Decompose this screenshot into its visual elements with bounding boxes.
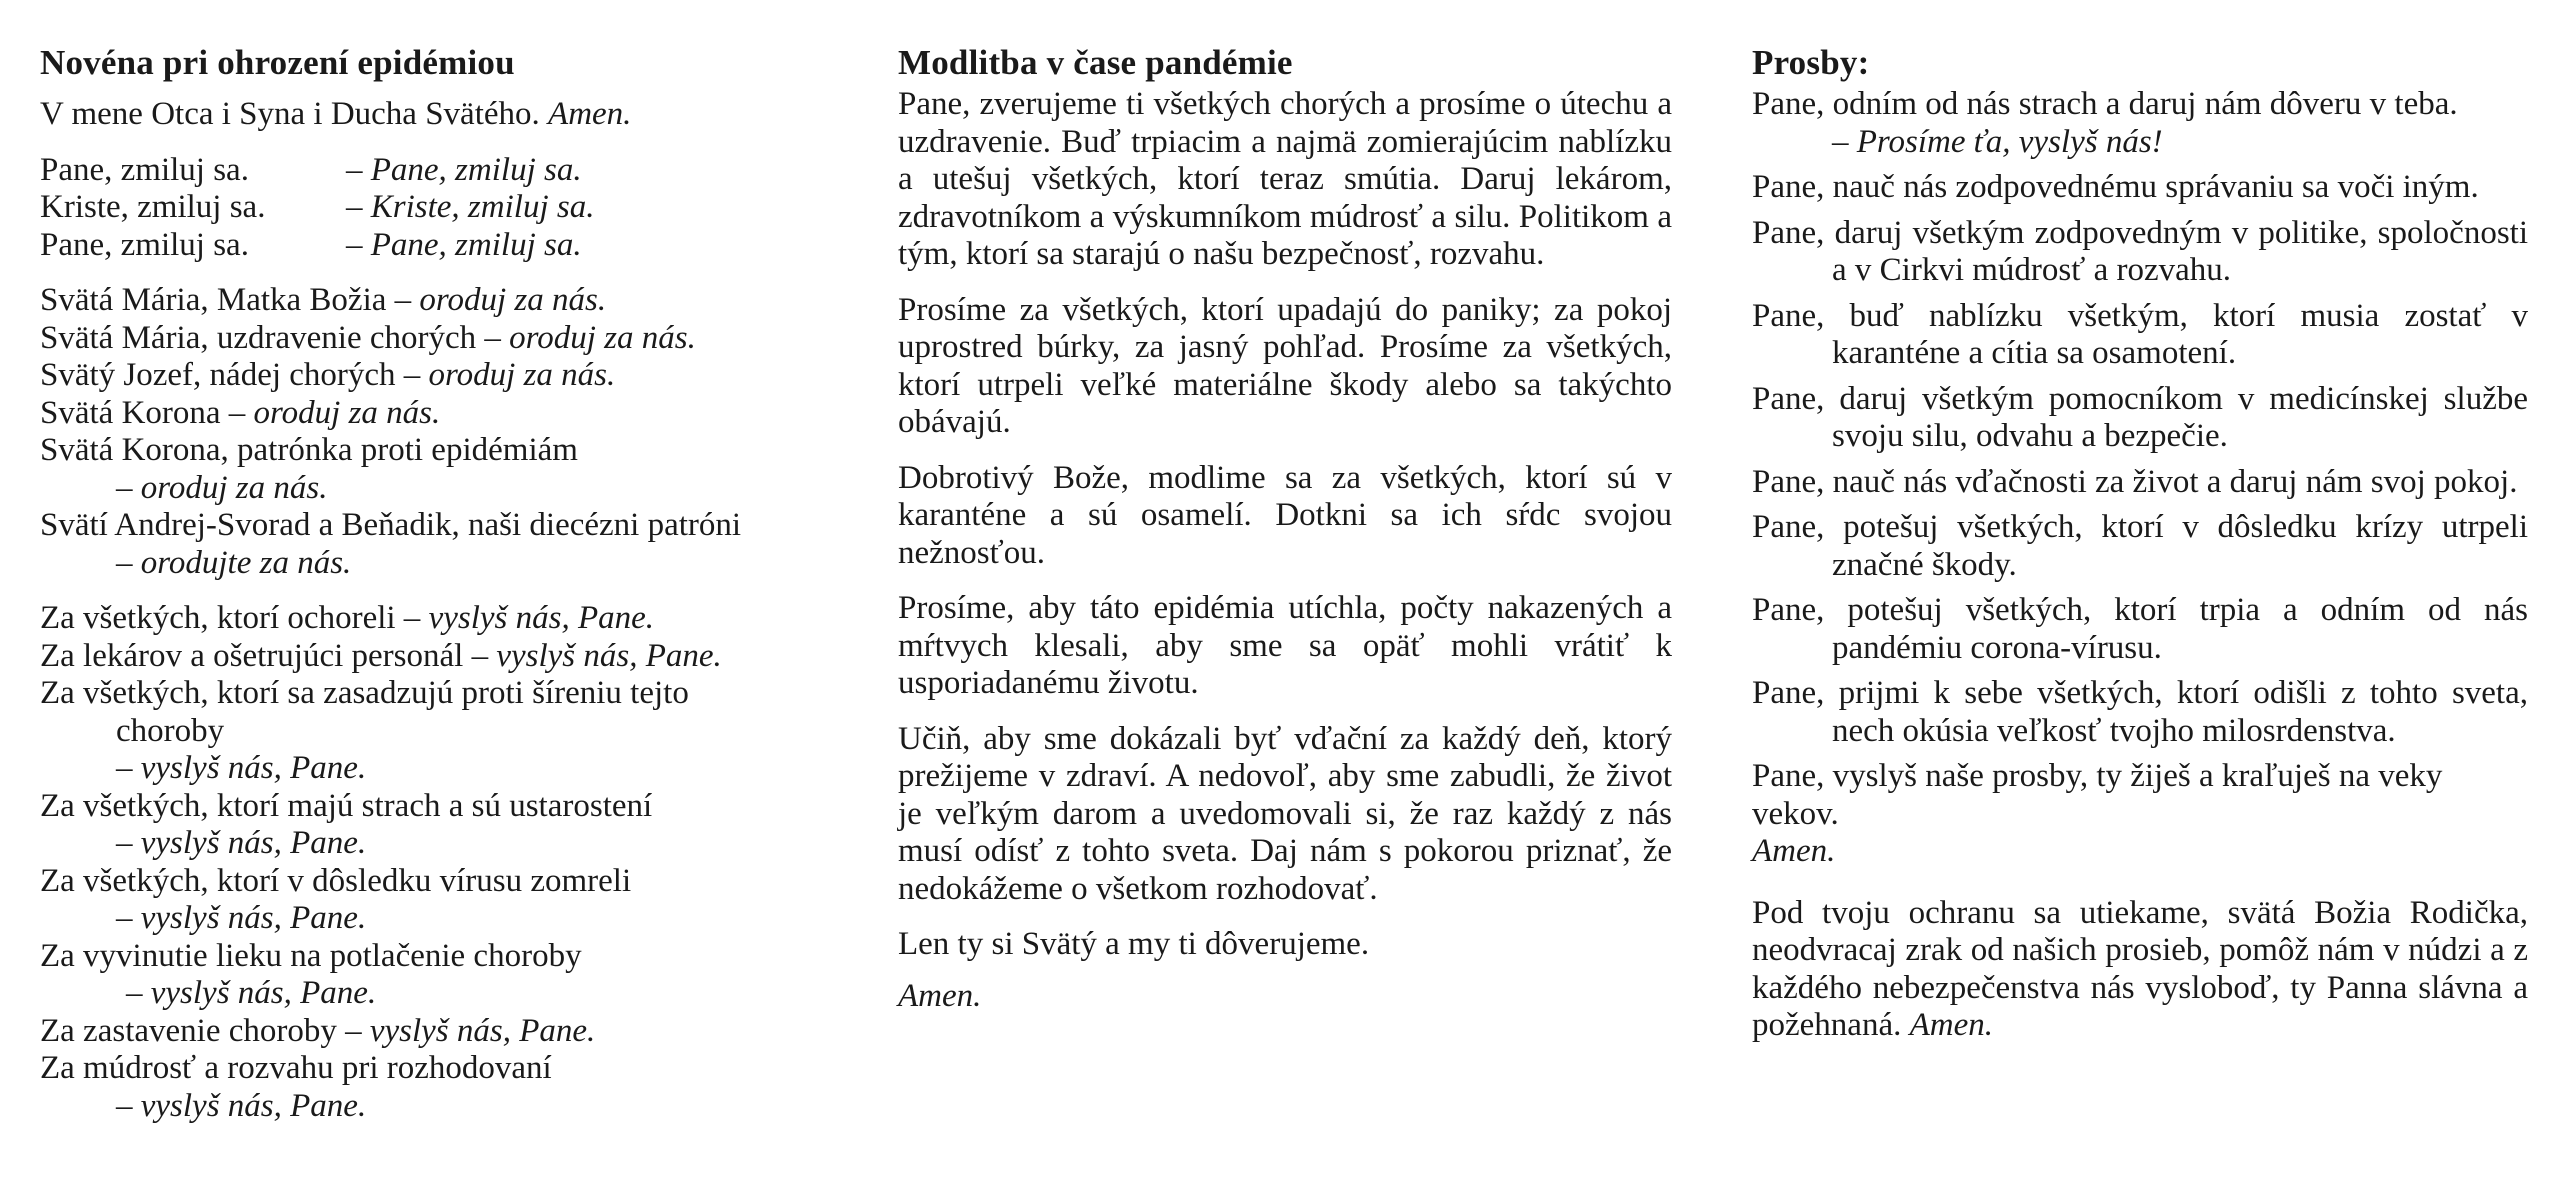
litany-text: Svätá Mária, uzdravenie chorých – bbox=[40, 319, 510, 356]
kyrie-call: Pane, zmiluj sa. bbox=[40, 226, 249, 263]
kyrie-row bbox=[40, 227, 845, 265]
kyrie-row bbox=[40, 152, 845, 190]
litany-line bbox=[40, 357, 845, 395]
litany-response: – vyslyš nás, Pane. bbox=[116, 1087, 367, 1124]
litany-response: vyslyš nás, Pane. bbox=[428, 600, 655, 636]
litany-text: Za všetkých, ktorí v dôsledku vírusu zomreli bbox=[40, 862, 632, 899]
litany-text: Za lekárov a ošetrujúci personál – bbox=[40, 637, 497, 674]
invocation-amen: Amen. bbox=[548, 96, 632, 132]
prayer-amen: Amen. bbox=[898, 977, 982, 1014]
prayer-paragraph: Prosíme za všetkých, ktorí upadajú do paniky; za pokoj uprostred búrky, za jasný pohľad. Prosíme za všetkých, ktorí utrpeli veľké materiálne škody alebo sa takýchto obávajú. bbox=[898, 291, 1672, 440]
litany-response: oroduj za nás. bbox=[253, 394, 441, 431]
petition: Pane, prijmi k sebe všetkých, ktorí odišli z tohto sveta, nech okúsia veľkosť tvojho milosrdenstva. bbox=[1752, 675, 2528, 749]
petition: Pane, nauč nás vďačnosti za život a daruj nám svoj pokoj. bbox=[1752, 463, 2518, 500]
kyrie-call: Pane, zmiluj sa. bbox=[40, 151, 249, 188]
sub-tuum-amen: Amen. bbox=[1909, 1007, 1993, 1043]
kyrie-block bbox=[40, 152, 845, 265]
saints-litany bbox=[40, 282, 845, 582]
prayer-title: Modlitba v čase pandémie bbox=[898, 43, 1293, 82]
litany-response: vyslyš nás, Pane. bbox=[369, 1012, 596, 1049]
petition: Pane, buď nablízku všetkým, ktorí musia zostať v karanténe a cítia sa osamotení. bbox=[1752, 297, 2528, 371]
petition: Pane, daruj všetkým zodpovedným v politike, spoločnosti a v Cirkvi múdrosť a rozvahu. bbox=[1752, 214, 2528, 288]
petitions-amen: Amen. bbox=[1752, 833, 1836, 869]
invocation bbox=[40, 96, 845, 134]
kyrie-response: – Pane, zmiluj sa. bbox=[346, 226, 582, 263]
petition: Pane, odním od nás strach a daruj nám dôveru v teba. bbox=[1752, 86, 2458, 122]
kyrie-response: – Pane, zmiluj sa. bbox=[346, 151, 582, 188]
petition: Pane, potešuj všetkých, ktorí v dôsledku krízy utrpeli značné škody. bbox=[1752, 509, 2528, 583]
litany-text: Za všetkých, ktorí sa zasadzujú proti šíreniu tejto bbox=[40, 675, 689, 711]
litany-text: Svätá Mária, Matka Božia – bbox=[40, 282, 420, 318]
petition-response: – Prosíme ťa, vyslyš nás! bbox=[1832, 123, 2163, 160]
litany-text: Za zastavenie choroby – bbox=[40, 1012, 370, 1049]
litany-response: – vyslyš nás, Pane. bbox=[126, 975, 377, 1011]
prayer-paragraph: Prosíme, aby táto epidémia utíchla, počty nakazených a mŕtvych klesali, aby sme sa opäť mohli vrátiť k usporiadanému životu. bbox=[898, 590, 1672, 701]
novena-title: Novéna pri ohrození epidémiou bbox=[40, 43, 515, 82]
petition: Pane, daruj všetkým pomocníkom v medicínskej službe svoju silu, odvahu a bezpečie. bbox=[1752, 380, 2528, 454]
litany-text: Svätý Jozef, nádej chorých – bbox=[40, 357, 429, 393]
litany-text: Za vyvinutie lieku na potlačenie choroby bbox=[40, 937, 582, 974]
litany-response: oroduj za nás. bbox=[419, 282, 607, 318]
petition: Pane, nauč nás zodpovednému správaniu sa voči iným. bbox=[1752, 169, 2479, 205]
litany-line bbox=[40, 638, 845, 676]
litany-text: Za všetkých, ktorí ochoreli – bbox=[40, 600, 429, 636]
kyrie-call: Kriste, zmiluj sa. bbox=[40, 189, 266, 225]
litany-line bbox=[40, 1013, 845, 1051]
sub-tuum-text: Pod tvoju ochranu sa utiekame, svätá Božia Rodička, neodvracaj zrak od našich prosieb, pomôž nám v núdzi a z každého nebezpečenstva nás vysloboď, ty Panna slávna a požehnaná. bbox=[1752, 894, 2528, 1043]
kyrie-row bbox=[40, 189, 845, 227]
invocation-text: V mene Otca i Syna i Ducha Svätého. bbox=[40, 96, 540, 132]
litany-text: Svätá Korona – bbox=[40, 394, 254, 431]
prayer-paragraph: Len ty si Svätý a my ti dôverujeme. bbox=[898, 926, 1370, 962]
sub-tuum-prayer bbox=[1752, 895, 2528, 1045]
litany-line bbox=[40, 320, 845, 358]
litany-line bbox=[40, 395, 845, 433]
petitions-title: Prosby: bbox=[1752, 43, 1870, 82]
litany-response: – orodujte za nás. bbox=[116, 544, 352, 581]
prayer-paragraph: Učiň, aby sme dokázali byť vďační za každý deň, ktorý prežijeme v zdraví. A nedovoľ, aby sme zabudli, že život je veľkým darom a uvedomovali si, že raz každý z nás musí odísť z tohto sveta. Daj nám s pokorou priznať, že nedokážeme o všetkom rozhodovať. bbox=[898, 720, 1672, 907]
litany-response: – oroduj za nás. bbox=[116, 469, 328, 506]
intercessions bbox=[40, 600, 845, 1125]
petition: Pane, potešuj všetkých, ktorí trpia a odním od nás pandémiu corona-vírusu. bbox=[1752, 592, 2528, 666]
litany-text: Svätá Korona, patrónka proti epidémiám bbox=[40, 432, 578, 468]
column-petitions bbox=[1752, 0, 2528, 1045]
litany-text: Svätí Andrej-Svorad a Beňadik, naši diecézni patróni bbox=[40, 507, 742, 543]
litany-response: vyslyš nás, Pane. bbox=[496, 637, 722, 674]
prayer-paragraph: Pane, zverujeme ti všetkých chorých a prosíme o útechu a uzdravenie. Buď trpiacim a najmä zomierajúcim nablízku a utešuj všetkých, ktorí teraz smútia. Daruj lekárom, zdravotníkom a výskumníkom múdrosť a silu. Politikom a tým, ktorí sa starajú o našu bezpečnosť, rozvahu. bbox=[898, 86, 1672, 272]
litany-line bbox=[40, 282, 845, 320]
prayer-paragraph: Dobrotivý Bože, modlime sa za všetkých, ktorí sú v karanténe a sú osamelí. Dotkni sa ich sŕdc svojou nežnosťou. bbox=[898, 459, 1672, 571]
litany-text: Za múdrosť a rozvahu pri rozhodovaní bbox=[40, 1050, 552, 1086]
litany-response: – vyslyš nás, Pane. bbox=[116, 750, 367, 786]
column-novena bbox=[40, 0, 845, 1125]
litany-response: oroduj za nás. bbox=[509, 319, 696, 356]
column-prayer bbox=[898, 0, 1672, 1015]
litany-line bbox=[40, 600, 845, 638]
litany-text: Za všetkých, ktorí majú strach a sú ustarostení bbox=[40, 787, 653, 824]
kyrie-response: – Kriste, zmiluj sa. bbox=[346, 189, 595, 225]
litany-response: – vyslyš nás, Pane. bbox=[116, 825, 367, 861]
litany-response: oroduj za nás. bbox=[428, 357, 616, 393]
petitions-closing: Pane, vyslyš naše prosby, ty žiješ a kraľuješ na veky vekov. bbox=[1752, 758, 2443, 832]
litany-text: choroby bbox=[116, 712, 225, 749]
litany-response: – vyslyš nás, Pane. bbox=[116, 900, 367, 936]
